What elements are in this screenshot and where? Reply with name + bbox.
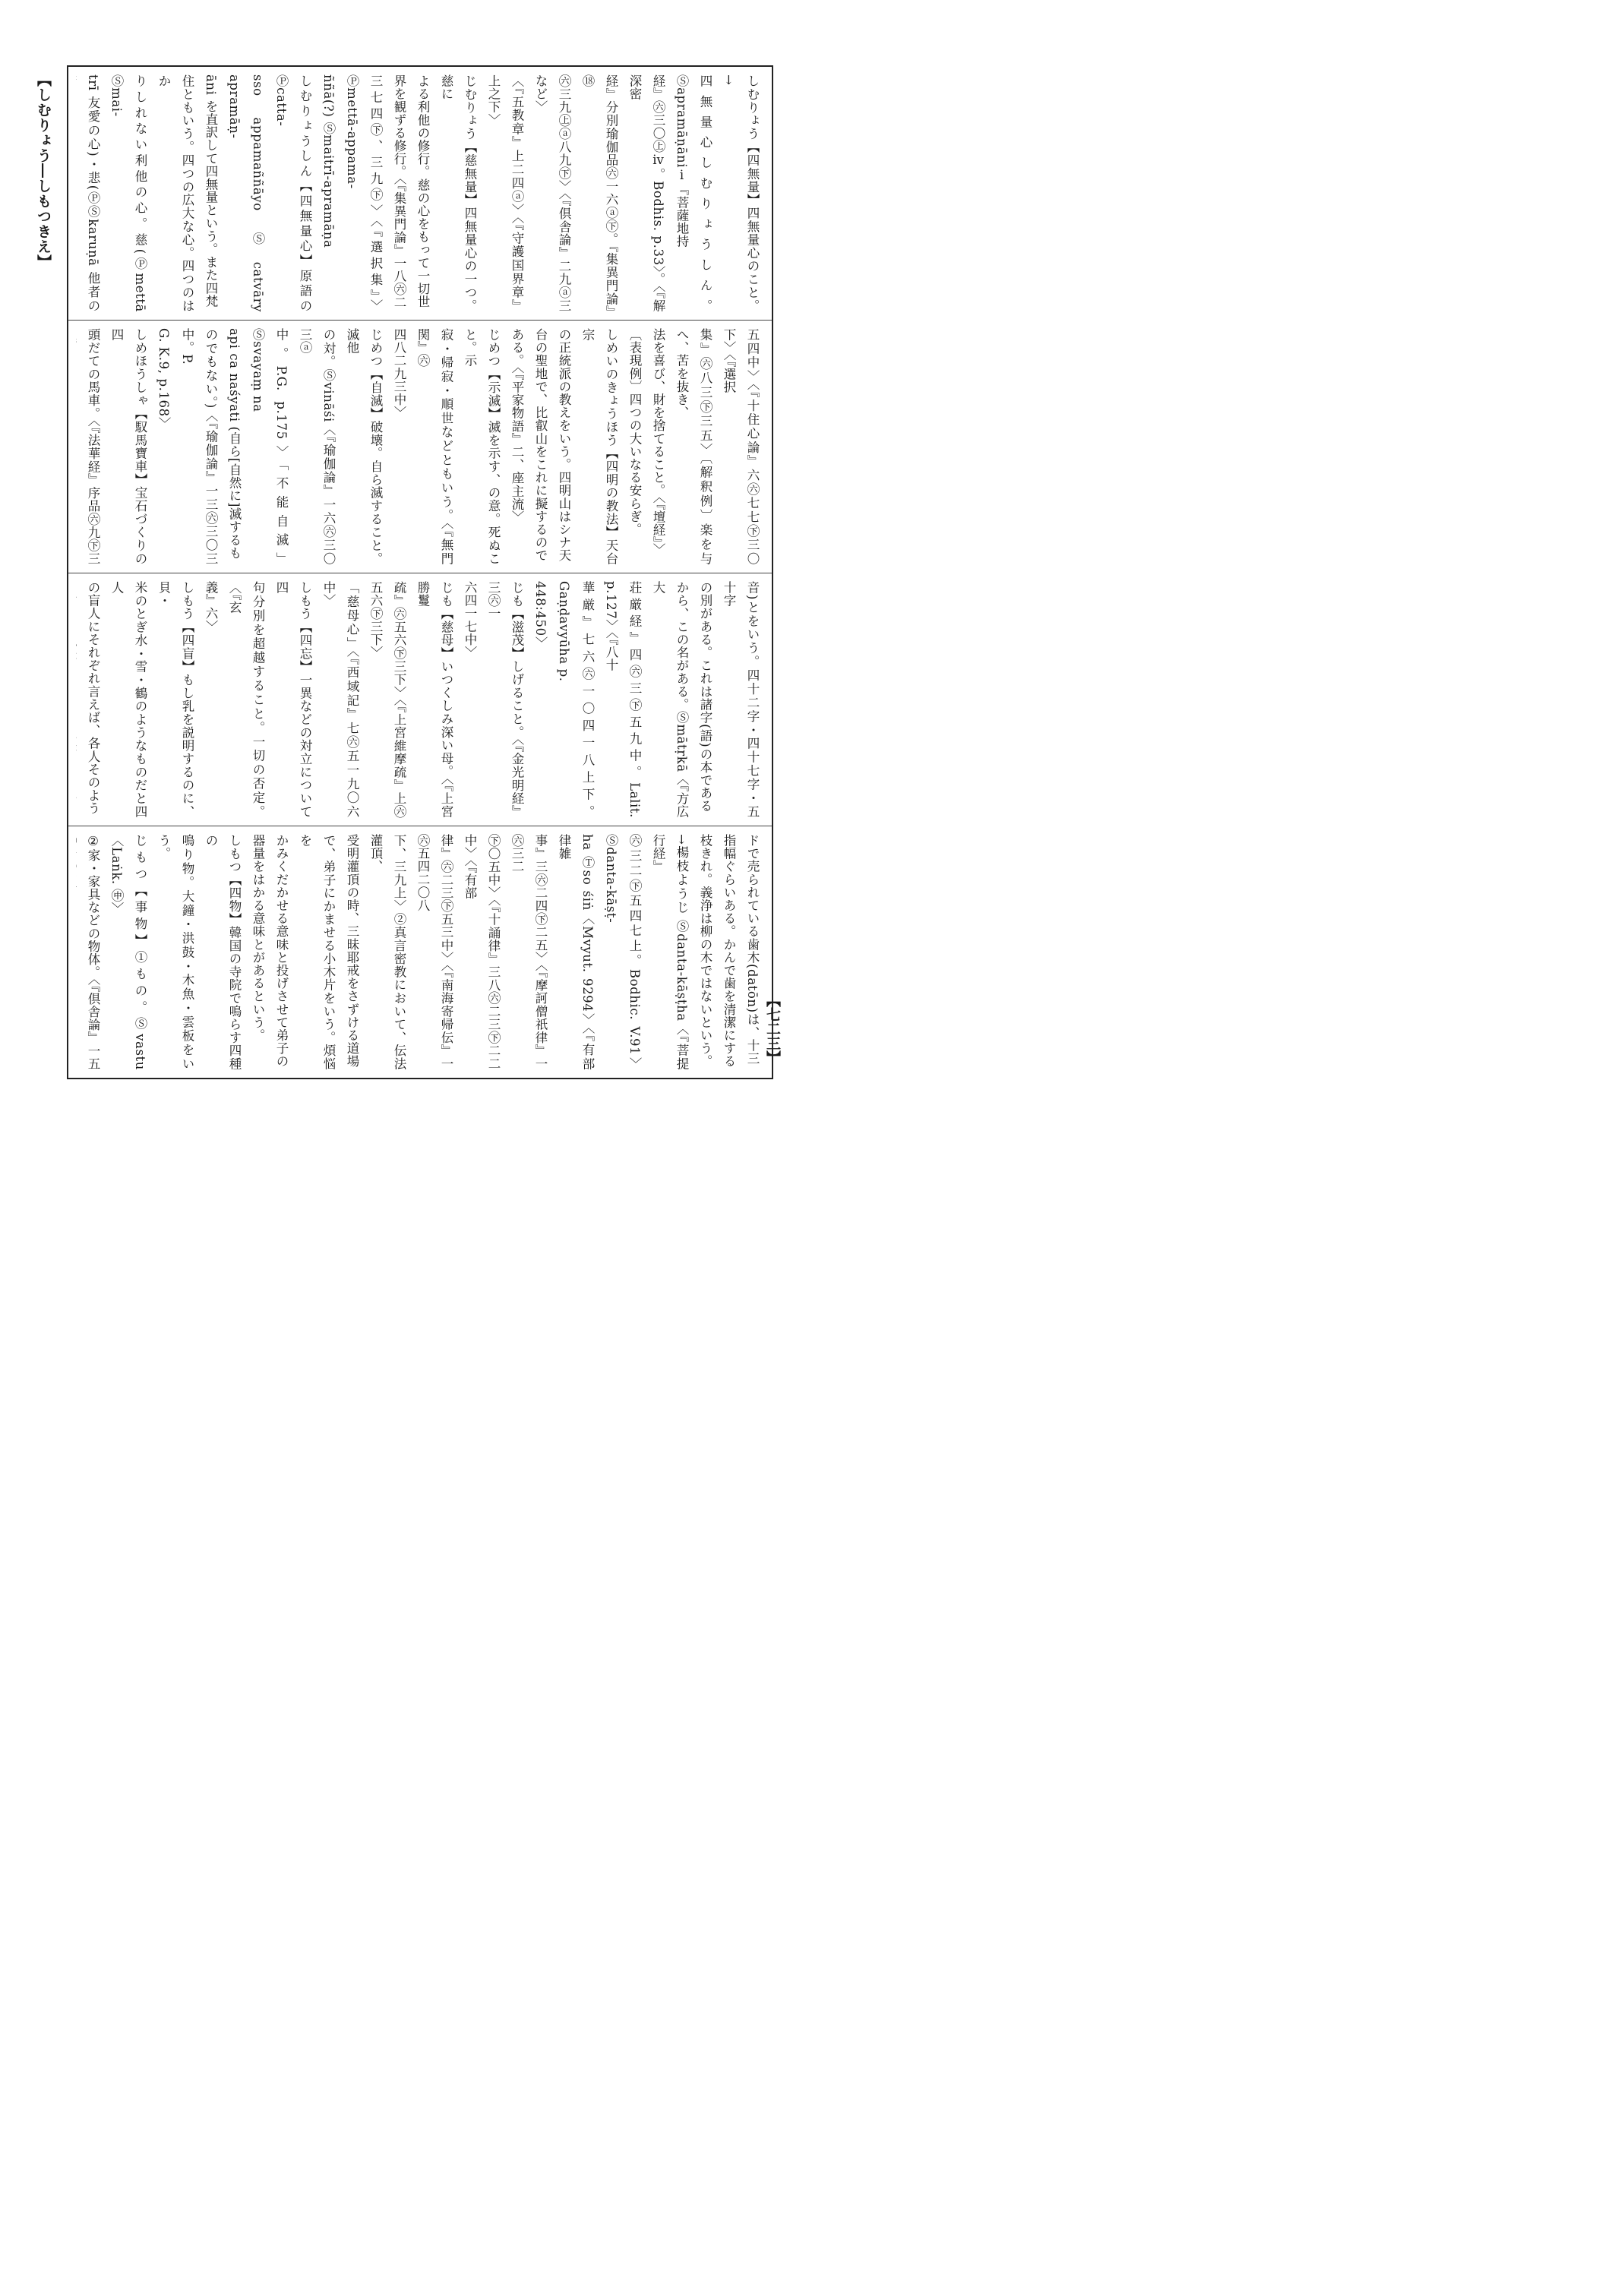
page-number: 【七二三】 (764, 993, 781, 1065)
text-tier-1 (68, 67, 772, 320)
tier-3-text: 音)とをいう。四十二字・四十七字・五十字 の別がある。これは諸字(語)の本である から、この名がある。Ⓢmātṛkā〈『方広大 荘厳経』四㊅三㊦五九中。Lalit. p.127〉〈『八十 華厳』七六㊅一〇四一八上下。Gaṇḍavyūha p. 448:450〉 じも【滋茂】しげること。〈『金光明経』三㊅一 六四一七中〉 じも【慈母】いつくしみ深い母。〈『上宮勝鬘 疏』㊅五六㊦三下〉〈『上宮維摩疏』上㊅五六㊦三下〉 「慈母心」〈『西域記』七㊅五一九〇六中〉 しもう【四忘】一異などの対立について四 句分別を超越すること。一切の否定。〈『玄 義』六〉 しもう【四盲】もし乳を説明するのに、貝・ 米のとぎ水・雪・鶴のようなものだと四人 の盲人にそれぞれ言えば、各人そのよう (86, 581, 760, 818)
tier-4-text: ドで売られている歯木(datōn)は、十三 指幅ぐらいある。かんで歯を清潔にする 枝きれ。義浄は柳の木ではないという。 →楊枝ようじ Ⓢdanta-kāṣṭha〈『菩提行経』 ㊅三二㊦五四七上。Bodhic. V.91〉Ⓢdanta-kāṣṭ- ha Ⓣso śiṅ〈Mvyut. 9294〉〈『有部律雑 事』三㊅二四㊦二五〉〈『摩訶僧祇律』一㊅三二 ㊦〇五中〉〈『十誦律』三八㊅二三㊦二二中〉〈『有部 律』㊅二三㊦五三中〉〈『南海寄帰伝』一㊅五四二〇八 下、三九上〉②真言密教において、伝法灌頂、 受明灌頂の時、三昧耶戒をさずける道場 で、弟子にかませる小木片をいう。煩悩を かみくだかせる意味と投げさせて弟子の 器量をはかる意味とがあるという。 しもつ【四物】韓国の寺院で鳴らす四種の 鳴り物。大鐘・洪鼓・木魚・雲板をいう。 じもつ【事物】①もの。Ⓢvastu〈Laṅk. ㊥〉 ②家・家具などの物体。〈『倶舎論』一五 (86, 834, 760, 1070)
tier-1-text: しむりょう【四無量】四無量心のこと。→ 四無量心しむりょうしん。Ⓢapramāṇāniⅰ『菩薩地持 経』㊅三〇㊤ⅳ。Bodhis. p.33〉。〈『解深密 経』分別瑜伽品㊅一六ⓐ㊦。『集異門論』⑱ ㊅三九㊤ⓐ八九㊦〉〈『倶舎論』二九ⓐ三など〉 〈『五教章』上二四ⓐ〉〈『守護国界章』上之下〉 じむりょう【慈無量】四無量心の一つ。慈に よる利他の修行。慈の心をもって一切世 界を観ずる修行。〈『集異門論』一八㊅二 三七四㊦、三九㊦〉〈『選択集』〉Ⓟmettā-appama- ññā(?) Ⓢmaitrī-apramāṇa しむりょうしん【四無量心】原語のⓅcatta- sso appamaññāyo Ⓢcatvāry apramāṇ- āni を直訳して四無量という。また四梵 住ともいう。四つの広大な心。四つのはか りしれない利他の心。慈(Ⓟmettā Ⓢmai- trī 友愛の心)・悲(ⓅⓈkaruṇā 他者の (86, 74, 760, 312)
text-tier-3 (68, 573, 772, 826)
tier-2-text: 五四中〉〈『十住心論』六㊅七七㊦三〇下〉〈『選択 集』㊅八三㊦三五〉〔解釈例〕楽を与へ、苦を抜き、 法を喜び、財を捨てること。〈『壇経』〉 〔表現例〕四つの大いなる安らぎ。 しめいのきょうほう【四明の教法】天台宗 の正統派の教えをいう。四明山はシナ天 台の聖地で、比叡山をこれに擬するので ある。〈『平家物語』二、座主流〉 じめつ【示滅】滅を示す、の意。死ぬこと。示 寂・帰寂・順世などともいう。〈『無門関』㊅ 四八二九三中〉 じめつ【自滅】破壊。自ら滅すること。滅他 の対。Ⓢvināśi〈『瑜伽論』一六㊅三〇三ⓐ 中。P.G. p.175〉「不能自滅」Ⓢsvayaṃ na api ca naśyati (自ら[自然に]滅するも のでもない。)〈『瑜伽論』一三㊅三〇三中。P. G. K.9, p.168〉 しめほうしゃ【馭馬寶車】宝石づくりの四 頭だての馬車。〈『法華経』序品㊅九㊦三 (86, 328, 760, 565)
text-tier-4 (68, 826, 772, 1078)
text-tier-2 (68, 320, 772, 573)
running-head: 【しむりょう―しもつきえ】 (35, 72, 52, 270)
dictionary-page-frame (67, 65, 773, 1079)
